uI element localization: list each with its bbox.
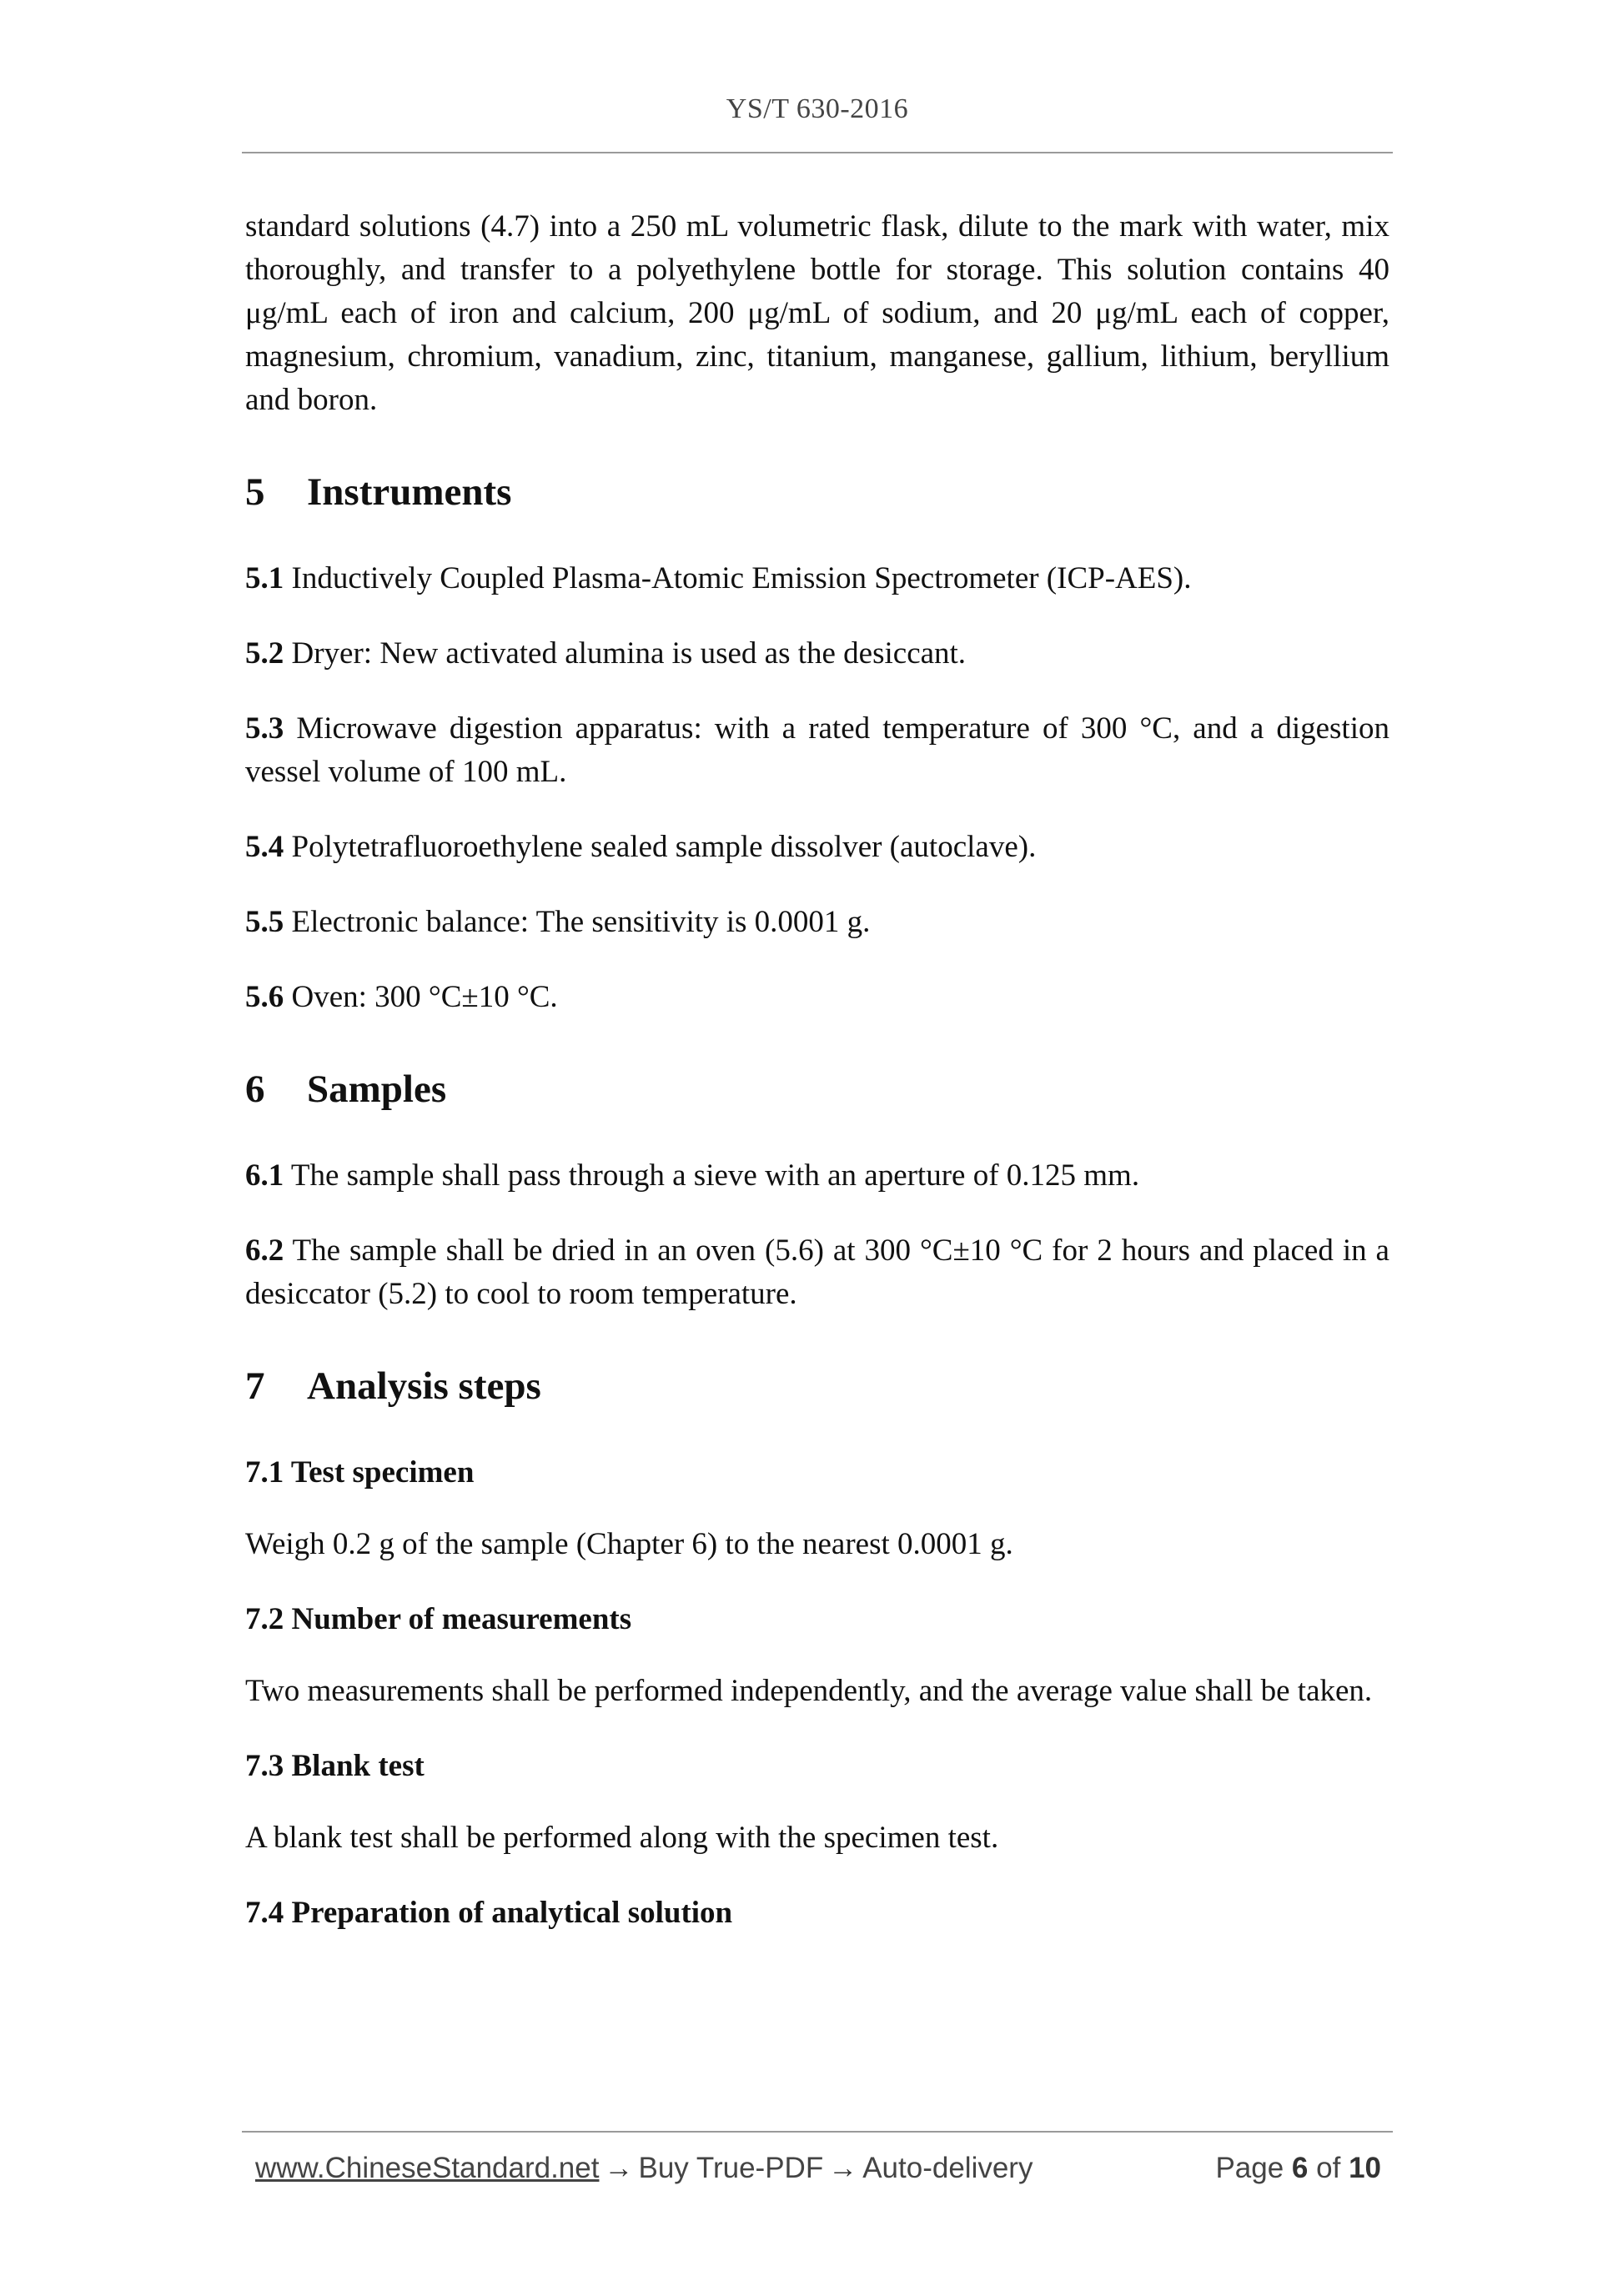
clause-number: 5.1	[245, 561, 284, 595]
clause-number: 6.1	[245, 1158, 284, 1193]
clause-text: Dryer: New activated alumina is used as the desiccant.	[291, 636, 967, 671]
subheading-7-2: 7.2 Number of measurements	[245, 1602, 632, 1636]
clause-number: 5.3	[245, 711, 284, 746]
section-number: 5	[245, 470, 265, 514]
section-number: 7	[245, 1364, 265, 1408]
paragraph-7-2: Two measurements shall be performed independently, and the average value shall be taken.	[245, 1674, 1373, 1708]
section-heading-5	[245, 467, 1389, 517]
footer-promo	[255, 2152, 1033, 2185]
arrow-right-icon: →	[828, 2152, 858, 2184]
clause-5-5	[245, 901, 1389, 944]
clause-text: Microwave digestion apparatus: with a rated temperature of 300 °C, and a digestion vessel volume of 100 mL.	[245, 711, 1389, 789]
clause-5-2	[245, 632, 1389, 676]
section-heading-7	[245, 1361, 1389, 1411]
page-current: 6	[1291, 2152, 1309, 2184]
clause-text: Polytetrafluoroethylene sealed sample dissolver (autoclave).	[291, 830, 1037, 864]
page-content	[245, 205, 1389, 1963]
clause-6-2	[245, 1229, 1389, 1316]
header-divider	[242, 152, 1393, 153]
paragraph-7-1: Weigh 0.2 g of the sample (Chapter 6) to the nearest 0.0001 g.	[245, 1527, 1013, 1561]
footer-divider	[242, 2131, 1393, 2133]
clause-number: 5.6	[245, 980, 284, 1014]
site-link[interactable]: www.ChineseStandard.net	[255, 2152, 600, 2184]
clause-text: Inductively Coupled Plasma-Atomic Emission Spectrometer (ICP-AES).	[291, 561, 1192, 595]
clause-number: 5.2	[245, 636, 284, 671]
clause-6-1	[245, 1154, 1389, 1198]
clause-5-4	[245, 826, 1389, 869]
section-title: Instruments	[307, 470, 512, 514]
clause-5-3	[245, 707, 1389, 794]
subheading-7-1: 7.1 Test specimen	[245, 1455, 475, 1490]
section-heading-6	[245, 1064, 1389, 1114]
paragraph-7-3: A blank test shall be performed along with the specimen test.	[245, 1821, 999, 1855]
auto-delivery-text: Auto-delivery	[862, 2152, 1033, 2184]
page-number	[1215, 2152, 1381, 2185]
clause-text: Electronic balance: The sensitivity is 0.0001 g.	[291, 905, 871, 939]
clause-number: 5.5	[245, 905, 284, 939]
subheading-7-3: 7.3 Blank test	[245, 1749, 425, 1783]
section-number: 6	[245, 1068, 265, 1111]
intro-paragraph: standard solutions (4.7) into a 250 mL volumetric flask, dilute to the mark with water, mix thoroughly, and transfer to a polyethylene bottle for storage. This solution contains 40 μg/mL each of iron and calcium, 200 μg/mL of sodium, and 20 μg/mL each of copper, magnesium, chromium, vanadium, zinc, titanium, manganese, gallium, lithium, beryllium and boron.	[245, 209, 1389, 417]
clause-number: 6.2	[245, 1233, 284, 1268]
clause-5-6	[245, 976, 1389, 1019]
page-of: of	[1316, 2152, 1341, 2184]
section-title: Samples	[307, 1068, 447, 1111]
clause-text: The sample shall pass through a sieve with an aperture of 0.125 mm.	[290, 1158, 1140, 1193]
section-title: Analysis steps	[307, 1364, 541, 1408]
page-header: YS/T 630-2016	[726, 93, 909, 124]
arrow-right-icon: →	[604, 2152, 634, 2184]
buy-true-pdf-link[interactable]: Buy True-PDF	[638, 2152, 824, 2184]
page-total: 10	[1349, 2152, 1381, 2184]
clause-number: 5.4	[245, 830, 284, 864]
clause-text: Oven: 300 °C±10 °C.	[291, 980, 558, 1014]
subheading-7-4: 7.4 Preparation of analytical solution	[245, 1896, 733, 1930]
clause-5-1	[245, 557, 1389, 600]
clause-text: The sample shall be dried in an oven (5.6) at 300 °C±10 °C for 2 hours and placed in a desiccator (5.2) to cool to room temperature.	[245, 1233, 1389, 1311]
page-label: Page	[1215, 2152, 1284, 2184]
